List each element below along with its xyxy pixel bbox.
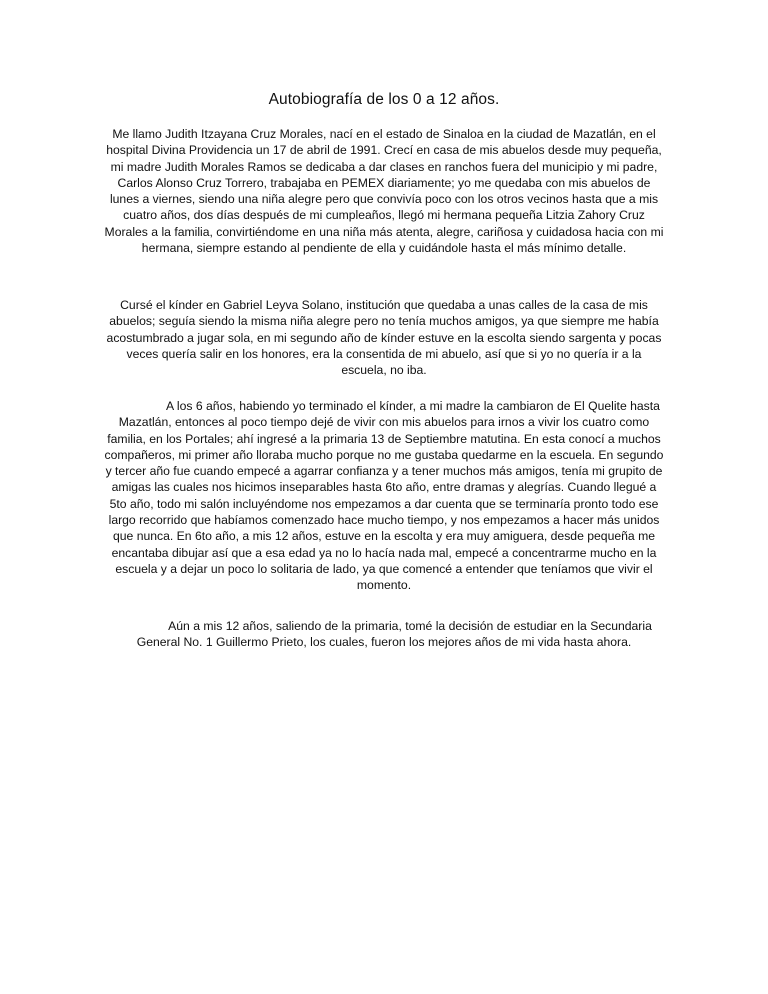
paragraph-1: [104, 126, 664, 256]
paragraph-4: [104, 618, 664, 651]
document-title: Autobiografía de los 0 a 12 años.: [268, 91, 500, 108]
paragraph-4-wrapper: [104, 618, 664, 651]
paragraph-2: [104, 297, 664, 378]
paragraph-3: [104, 398, 664, 594]
paragraph-4-text: Aún a mis 12 años, saliendo de la primaria, tomé la decisión de estudiar en la Secundaria General No. 1 Guillermo Prieto, los cuales, fueron los mejores años de mi vida hasta ahora.: [136, 619, 652, 650]
paragraph-2-text: Cursé el kínder en Gabriel Leyva Solano, institución que quedaba a unas calles de la casa de mis abuelos; seguía siendo la misma niña alegre pero no tenía muchos amigos, ya que siempre me había acostumbrado a jugar sola, en mi segundo año de kínder estuve en la escolta siendo sargenta y pocas veces quería salir en los honores, era la consentida de mi abuelo, así que si yo no quería ir a la escuela, no iba.: [106, 298, 662, 378]
paragraph-3-wrapper: [104, 398, 664, 594]
paragraph-1-text: Me llamo Judith Itzayana Cruz Morales, nací en el estado de Sinaloa en la ciudad de Mazatlán, en el hospital Divina Providencia un 17 de abril de 1991. Crecí en casa de mis abuelos desde muy pequeña, mi madre Judith Morales Ramos se dedicaba a dar clases en ranchos fuera del municipio y mi padre, Carlos Alonso Cruz Torrero, trabajaba en PEMEX diariamente; yo me quedaba con mis abuelos de lunes a viernes, siendo una niña alegre pero que convivía poco con los otros vecinos hasta que a mis cuatro años, dos días después de mi cumpleaños, llegó mi hermana pequeña Litzia Zahory Cruz Morales a la familia, convirtiéndome en una niña más atenta, alegre, cariñosa y cuidadosa hacia con mi hermana, siempre estando al pendiente de ella y cuidándole hasta el más mínimo detalle.: [104, 127, 664, 256]
paragraph-3-text: A los 6 años, habiendo yo terminado el kínder, a mi madre la cambiaron de El Quelite hasta Mazatlán, entonces al poco tiempo dejé de vivir con mis abuelos para irnos a vivir los cuatro como familia, en los Portales; ahí ingresé a la primaria 13 de Septiembre matutina. En esta conocí a muchos compañeros, mi primer año lloraba mucho porque no me gustaba quedarme en la escuela. En segundo y tercer año fue cuando empecé a agarrar confianza y a tener muchos más amigos, tenía mi grupito de amigas las cuales nos hicimos inseparables hasta 6to año, entre dramas y alegrías. Cuando llegué a 5to año, todo mi salón incluyéndome nos empezamos a dar cuenta que se terminaría pronto todo ese largo recorrido que habíamos comenzado hace mucho tiempo, y nos empezamos a hacer más unidos que nunca. En 6to año, a mis 12 años, estuve en la escolta y era muy amiguera, desde pequeña me encantaba dibujar así que a esa edad ya no lo hacía nada mal, empecé a concentrarme mucho en la escuela y a dejar un poco lo solitaria de lado, ya que comencé a entender que teníamos que vivir el momento.: [104, 399, 664, 593]
